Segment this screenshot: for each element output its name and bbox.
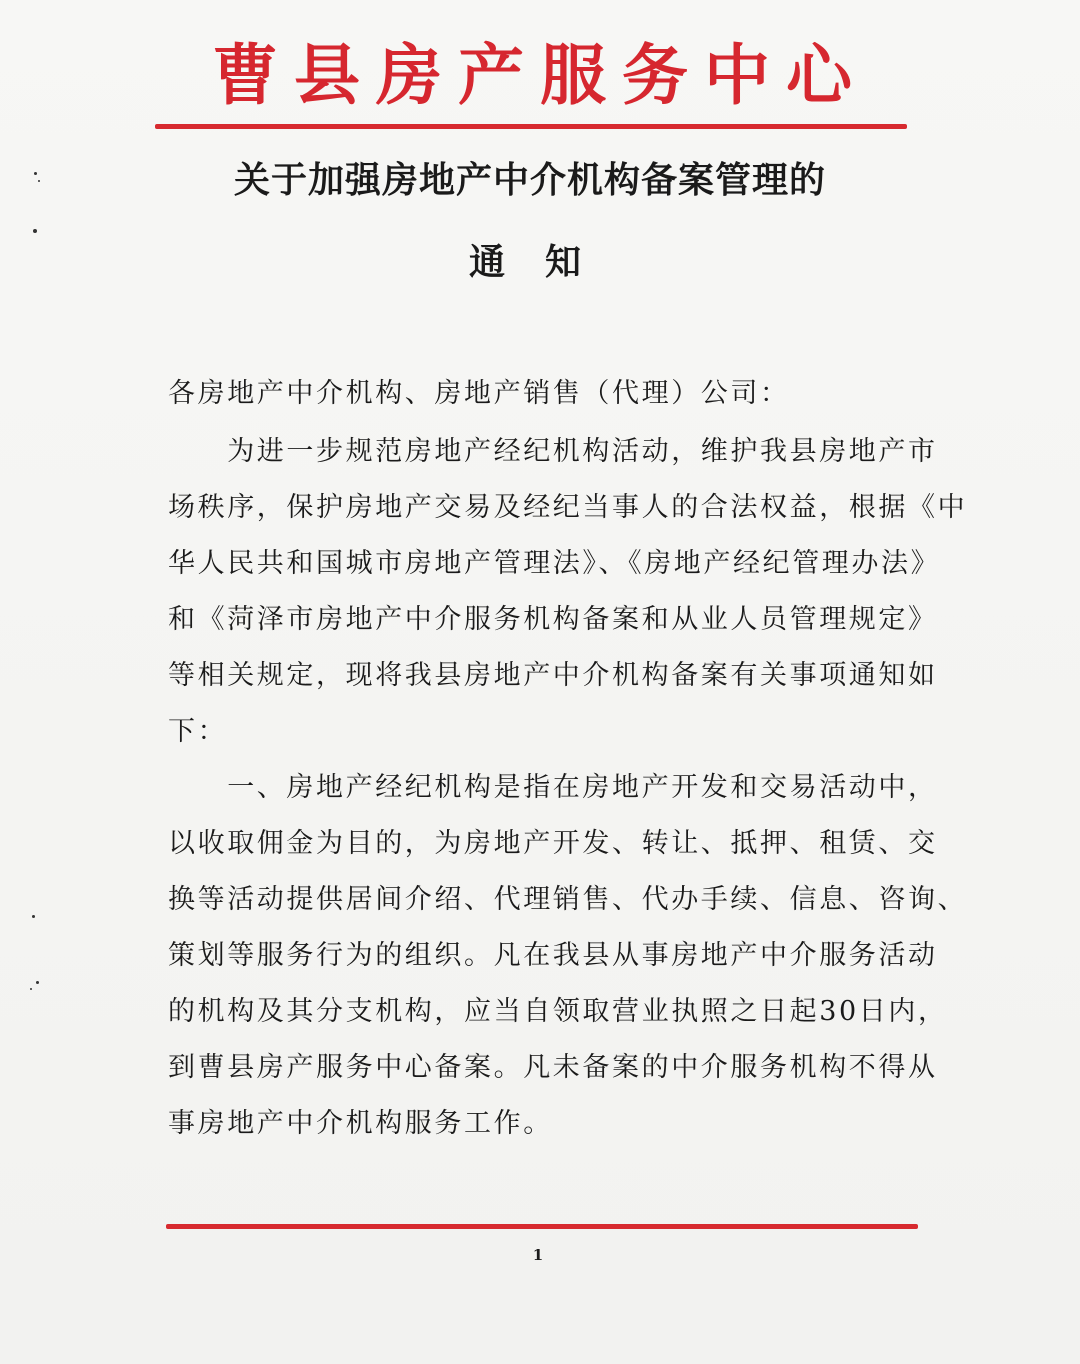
letterhead-org-name: 曹县房产服务中心 xyxy=(212,36,868,114)
scan-speck xyxy=(38,180,40,182)
paragraph-line: 换等活动提供居间介绍、代理销售、代办手续、信息、咨询、 xyxy=(168,884,968,915)
letterhead-red-rule xyxy=(155,124,907,129)
paragraph-line: 华人民共和国城市房地产管理法》、《房地产经纪管理办法》 xyxy=(168,548,941,579)
paragraph-1 xyxy=(168,424,968,760)
paragraph-line: 等相关规定，现将我县房地产中介机构备案有关事项通知如 xyxy=(168,660,938,691)
paragraph-line: 到曹县房产服务中心备案。凡未备案的中介服务机构不得从 xyxy=(168,1052,938,1083)
scan-speck xyxy=(33,229,37,233)
paragraph-line: 一、房地产经纪机构是指在房地产开发和交易活动中， xyxy=(168,772,938,803)
paragraph-2 xyxy=(168,760,968,1152)
salutation-text: 各房地产中介机构、房地产销售（代理）公司： xyxy=(168,378,790,409)
scan-speck xyxy=(30,988,32,990)
notice-title-line-1: 关于加强房地产中介机构备案管理的 xyxy=(233,159,826,201)
paragraph-line: 下： xyxy=(168,716,228,747)
scan-speck xyxy=(32,915,35,918)
paragraph-line: 场秩序，保护房地产交易及经纪当事人的合法权益，根据《中 xyxy=(168,492,968,523)
notice-title-line-2: 通知 xyxy=(468,241,621,283)
paragraph-line: 事房地产中介机构服务工作。 xyxy=(168,1108,553,1139)
paragraph-line: 的机构及其分支机构，应当自领取营业执照之日起30日内， xyxy=(168,996,948,1027)
paragraph-line: 为进一步规范房地产经纪机构活动，维护我县房地产市 xyxy=(168,436,938,467)
salutation xyxy=(168,366,918,422)
paragraph-line: 以收取佣金为目的，为房地产开发、转让、抵押、租赁、交 xyxy=(168,828,938,859)
paragraph-line: 策划等服务行为的组织。凡在我县从事房地产中介服务活动 xyxy=(168,940,938,971)
footer-red-rule xyxy=(166,1224,918,1229)
paragraph-line: 和《菏泽市房地产中介服务机构备案和从业人员管理规定》 xyxy=(168,604,938,635)
scan-speck xyxy=(34,172,37,175)
page-number: 1 xyxy=(532,1246,544,1264)
scan-speck xyxy=(36,981,39,984)
